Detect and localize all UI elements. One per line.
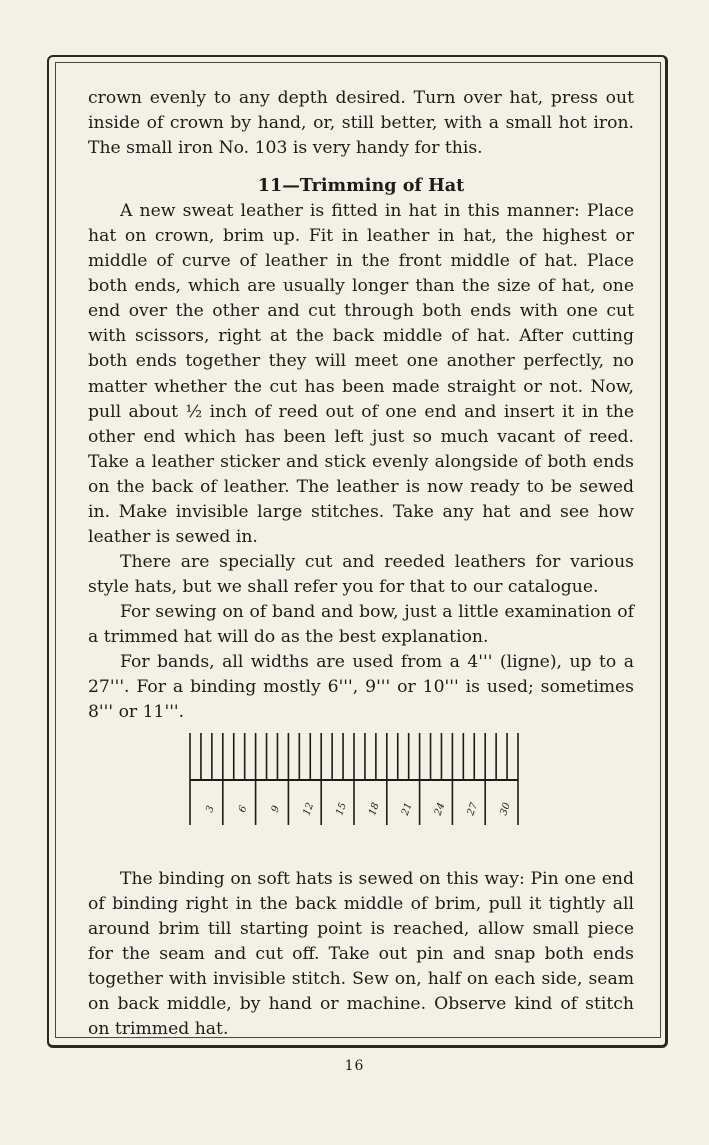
paragraph-bands: For bands, all widths are used from a 4''' (ligne), up to a 27'''. For a binding mostly 6''', 9''' or 10''' is used; sometimes 8''' or 11'''. <box>88 652 634 723</box>
paragraph-sweat-leather: A new sweat leather is fitted in hat in this manner: Place hat on crown, brim up. Fit in leather in hat, the highest or middle of curve of leather in the front middle of hat. Place both ends, which are usually longer than the size of hat, one end over the other and cut through both ends with one cut with scissors, right at the back middle of hat. After cutting both ends together they will meet one another perfectly, no matter whether the cut has been made straight or not. Now, pull about ½ inch of reed out of one end and insert it in the other end which has been left just so much vacant of reed. Take a leather sticker and stick evenly alongside of both ends on the back of leather. The leather is now ready to be sewed in. Make invisible large stitches. Take any hat and see how leather is sewed in. <box>88 201 634 547</box>
gauge-label: 27 <box>465 801 481 818</box>
gauge-label: 15 <box>334 801 349 818</box>
gauge-label: 6 <box>236 804 250 815</box>
gauge-label: 18 <box>367 801 382 818</box>
gauge-label: 3 <box>204 804 217 815</box>
gauge-label: 12 <box>301 801 317 818</box>
gauge-label: 21 <box>399 801 415 818</box>
ligne-gauge-figure <box>88 725 634 867</box>
paragraph-continued: crown evenly to any depth desired. Turn over hat, press out inside of crown by hand, or, still better, with a small hot iron. The small iron No. 103 is very handy for this. <box>88 88 634 159</box>
gauge-label: 9 <box>269 804 283 815</box>
ligne-gauge <box>188 733 528 863</box>
page-body <box>88 86 634 1043</box>
section-heading: 11—Trimming of Hat <box>257 175 465 197</box>
gauge-label: 30 <box>498 801 513 818</box>
page-number: 16 <box>344 1058 365 1074</box>
paragraph-special-leathers: There are specially cut and reeded leathers for various style hats, but we shall refer you for that to our catalogue. <box>88 551 634 597</box>
paragraph-band-bow: For sewing on of band and bow, just a little examination of a trimmed hat will do as the best explanation. <box>88 601 634 647</box>
gauge-label: 24 <box>432 801 448 818</box>
paragraph-binding: The binding on soft hats is sewed on this way: Pin one end of binding right in the back middle of brim, pull it tightly all around brim till starting point is reached, allow small piece for the seam and cut off. Take out pin and snap both ends together with invisible stitch. Sew on, half on each side, seam on back middle, by hand or machine. Observe kind of stitch on trimmed hat. <box>88 869 634 1040</box>
